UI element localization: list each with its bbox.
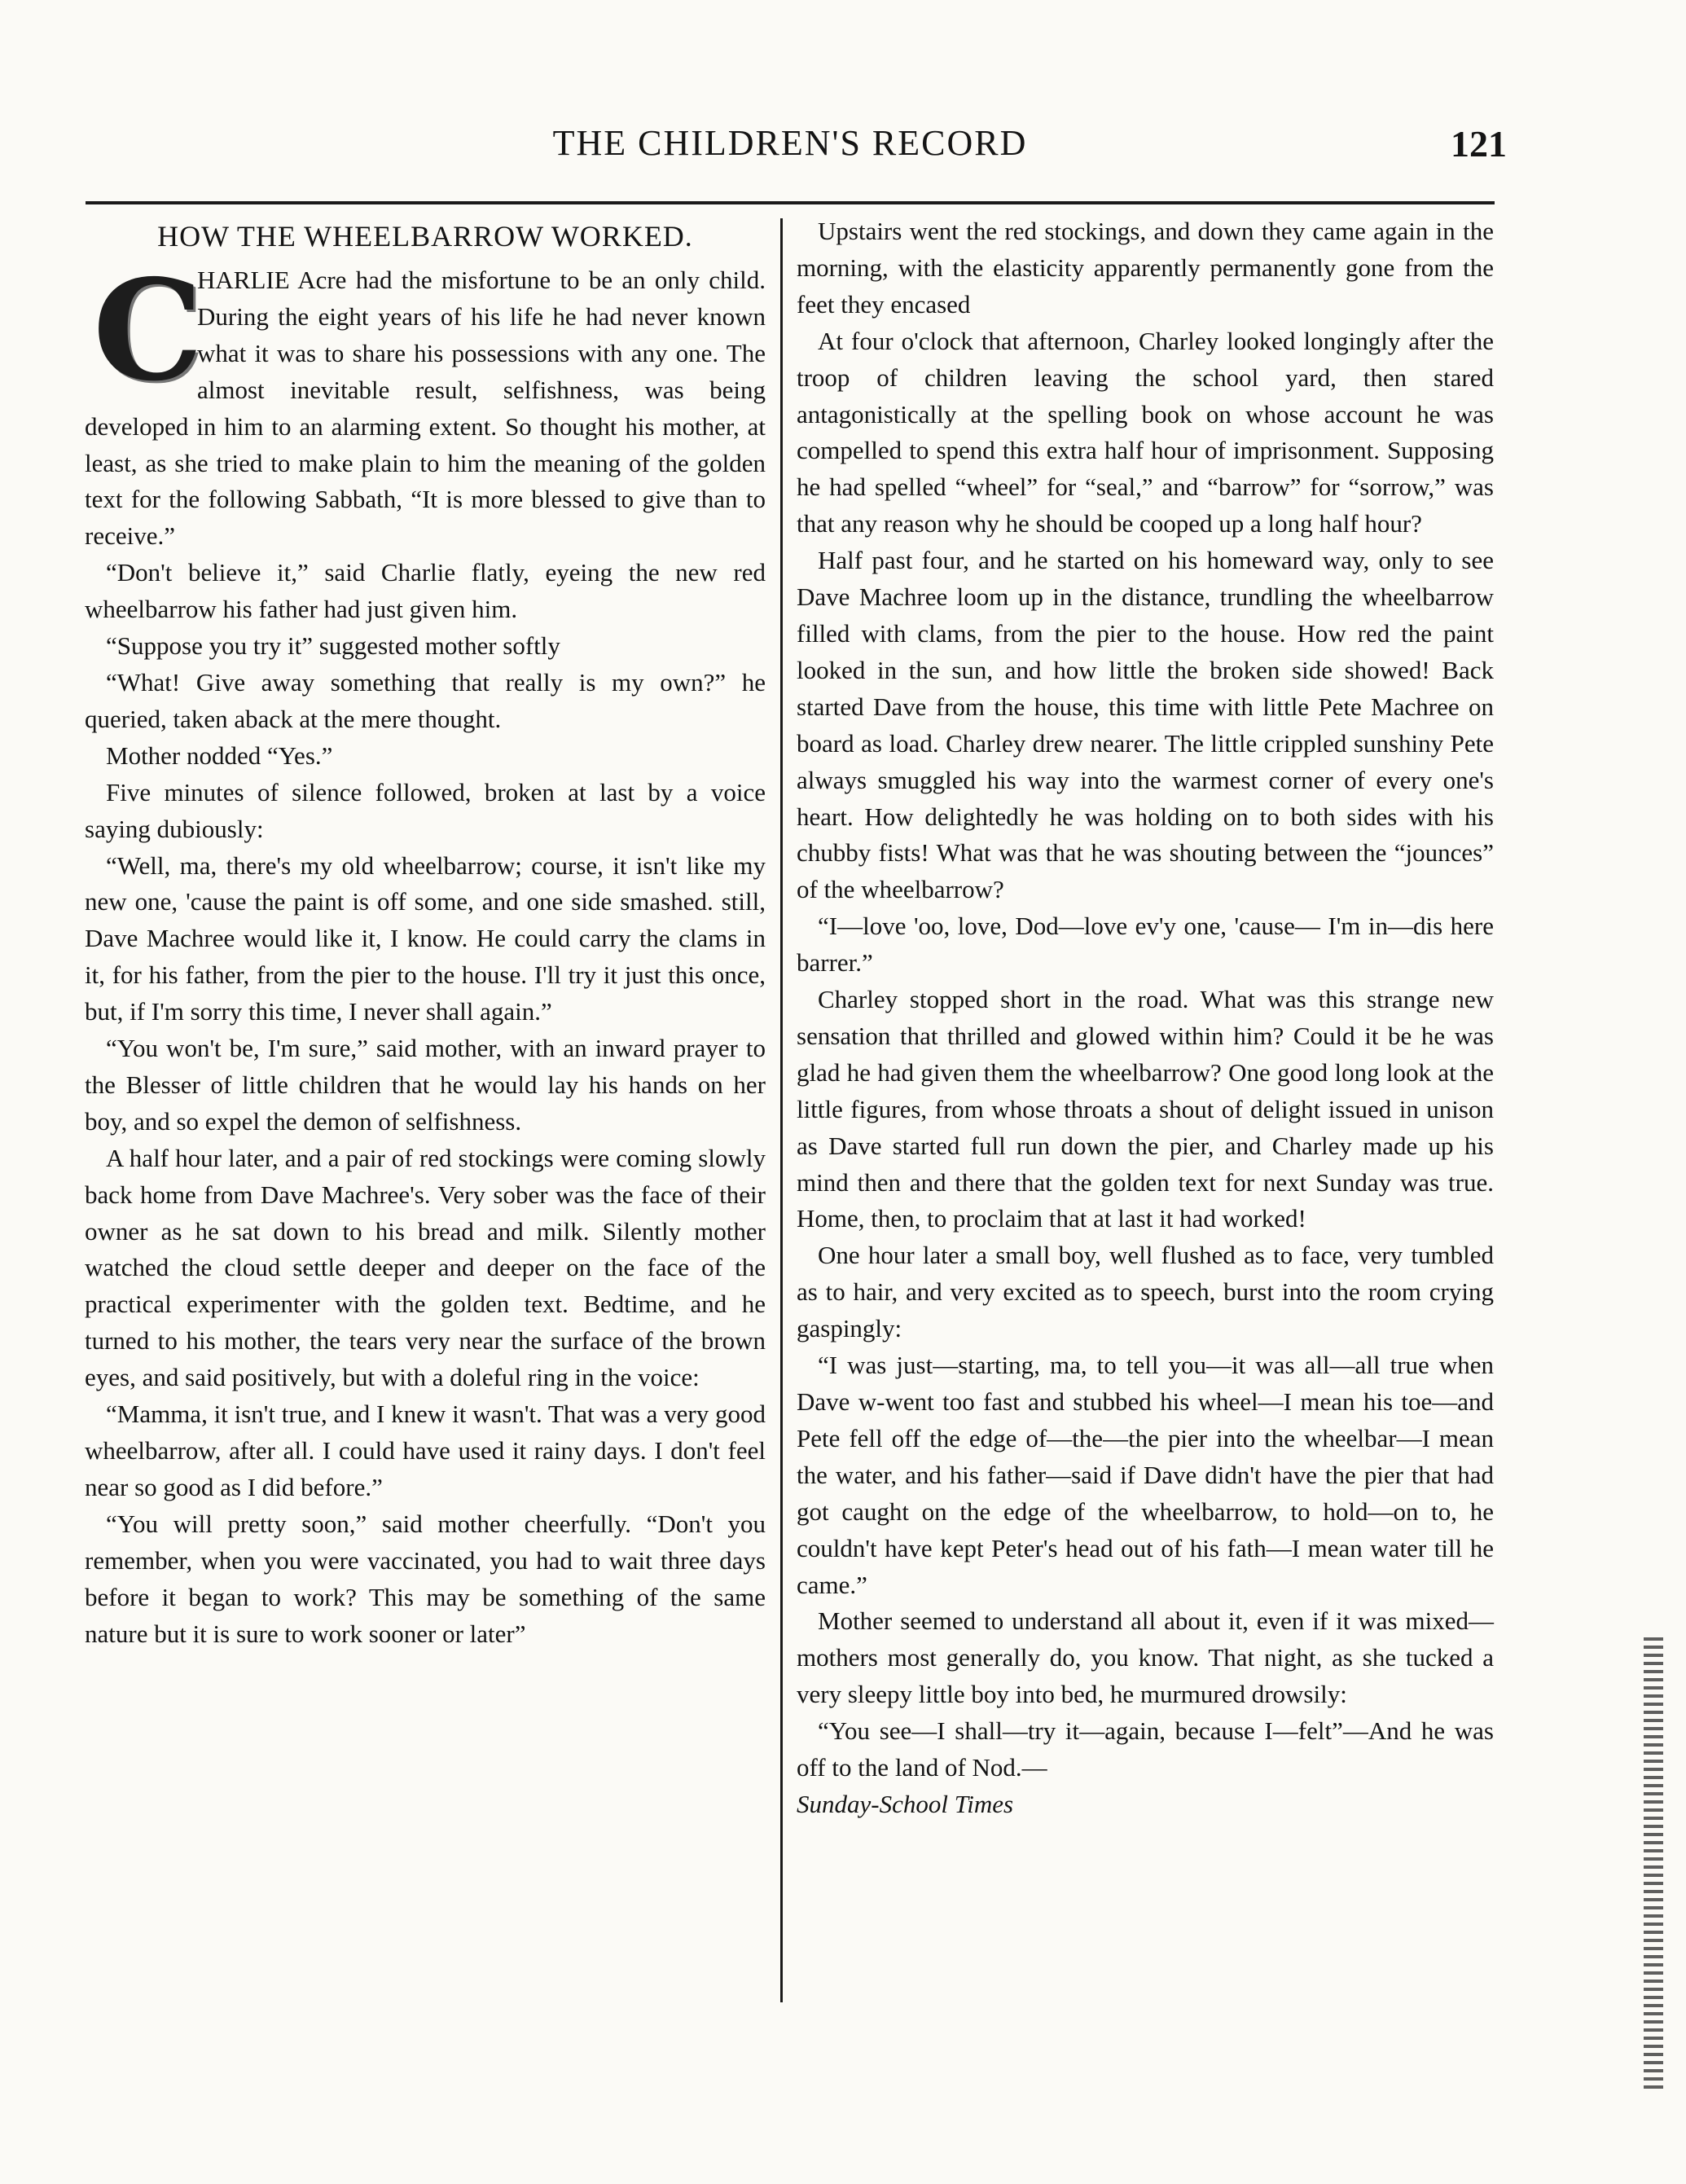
- header-rule: [86, 201, 1495, 204]
- paragraph: Charley stopped short in the road. What was this strange new sensation that thrilled and glowed within him? Could it be he was glad he had given them the wheelbarrow? One good long look at the little figures, from whose throats a shout of delight issued in unison as Dave started full run down the pier, and Charley made up his mind then and there that the golden text for next Sunday was true. Home, then, to proclaim that at last it had worked!: [797, 985, 1494, 1233]
- paragraph: “Suppose you try it” suggested mother softly: [106, 631, 560, 661]
- paragraph: Mother nodded “Yes.”: [106, 740, 333, 770]
- source-attribution: [797, 1786, 1494, 1823]
- article-title: HOW THE WHEELBARROW WORKED.: [157, 220, 693, 253]
- paragraph: “You see—I shall—try it—again, because I—felt”—And he was off to the land of Nod.—: [797, 1716, 1494, 1782]
- paragraph: One hour later a small boy, well flushed as to face, very tumbled as to hair, and very excited as to speech, burst into the room crying gaspingly:: [797, 1241, 1494, 1343]
- paragraph: A half hour later, and a pair of red stockings were coming slowly back home from Dave Machree's. Very sober was the face of their owner as he sat down to his bread and milk. Silently mother watched the cloud settle deeper and deeper on the face of the practical experimenter with the golden text. Bedtime, and he turned to his mother, the tears very near the surface of the brown eyes, and said positively, but with a doleful ring in the voice:: [85, 1143, 766, 1392]
- paragraph: “Well, ma, there's my old wheelbarrow; course, it isn't like my new one, 'cause the paint is off some, and one side smashed. still, Dave Machree would like it, I know. He could carry the clams in it, for his father, from the pier to the house. I'll try it just this once, but, if I'm sorry this time, I never shall again.”: [85, 850, 766, 1026]
- paragraph: Half past four, and he started on his homeward way, only to see Dave Machree loom up in the distance, trundling the wheelbarrow filled with clams, from the pier to the house. How red the paint looked in the sun, and how little the broken side showed! Back started Dave from the house, this time with little Pete Machree on board as load. Charley drew nearer. The little crippled sunshiny Pete always smuggled his way into the warmest corner of every one's heart. How delightedly he was holding on to both sides with his chubby fists! What was that he was shouting between the “jounces” of the wheelbarrow?: [797, 546, 1494, 904]
- source-text: Sunday-School Times: [797, 1789, 1014, 1818]
- paragraph: “Mamma, it isn't true, and I knew it wasn't. That was a very good wheelbarrow, after all. I could have used it rainy days. I don't feel near so good as I did before.”: [85, 1400, 766, 1501]
- paragraph: Mother seemed to understand all about it, even if it was mixed—mothers most generally do, you know. That night, as she tucked a very sleepy little boy into bed, he murmured drowsily:: [797, 1606, 1494, 1709]
- right-column: [797, 213, 1494, 1823]
- paragraph: Five minutes of silence followed, broken at last by a voice saying dubiously:: [85, 777, 766, 843]
- paragraph: HARLIE Acre had the misfortune to be an only child. During the eight years of his life he had never known what it was to share his possessions with any one. The almost inevitable result, selfishness, was being developed in him to an alarming extent. So thought his mother, at least, as she tried to make plain to him the meaning of the golden text for the following Sabbath, “It is more blessed to give than to receive.”: [85, 266, 766, 551]
- page-edge-marks: [1644, 1637, 1663, 2094]
- left-column: [85, 213, 766, 1652]
- page-number: 121: [1451, 123, 1507, 165]
- column-divider: [780, 218, 783, 2002]
- paragraph: “What! Give away something that really is my own?” he queried, taken aback at the mere thought.: [85, 667, 766, 733]
- page-header: [81, 122, 1507, 171]
- drop-cap-letter: C: [93, 249, 204, 412]
- paragraph: “Don't believe it,” said Charlie flatly, eyeing the new red wheelbarrow his father had just given him.: [85, 558, 766, 624]
- running-title: THE CHILDREN'S RECORD: [552, 123, 1028, 163]
- paragraph: At four o'clock that afternoon, Charley looked longingly after the troop of children leaving the school yard, then stared antagonistically at the spelling book on whose account he was compelled to spend this extra half hour of imprisonment. Supposing he had spelled “wheel” for “seal,” and “barrow” for “sorrow,” was that any reason why he should be cooped up a long half hour?: [797, 326, 1494, 538]
- paragraph: “You won't be, I'm sure,” said mother, with an inward prayer to the Blesser of little children that he would lay his hands on her boy, and so expel the demon of selfishness.: [85, 1034, 766, 1136]
- paragraph: “I—love 'oo, love, Dod—love ev'y one, 'cause— I'm in—dis here barrer.”: [797, 912, 1494, 978]
- paragraph: Upstairs went the red stockings, and down they came again in the morning, with the elasticity apparently permanently gone from the feet they encased: [797, 217, 1494, 319]
- paragraph: “I was just—starting, ma, to tell you—it was all—all true when Dave w-went too fast and stubbed his wheel—I mean his toe—and Pete fell off the edge of—the—the pier into the wheelbar—I mean the water, and his father—said if Dave didn't have the pier that had got caught on the edge of the wheelbarrow, to hold—on to, he couldn't have kept Peter's head out of his fath—I mean water till he came.”: [797, 1351, 1494, 1599]
- paragraph: “You will pretty soon,” said mother cheerfully. “Don't you remember, when you were vaccinated, you had to wait three days before it began to work? This may be something of the same nature but it is sure to work sooner or later”: [85, 1509, 766, 1648]
